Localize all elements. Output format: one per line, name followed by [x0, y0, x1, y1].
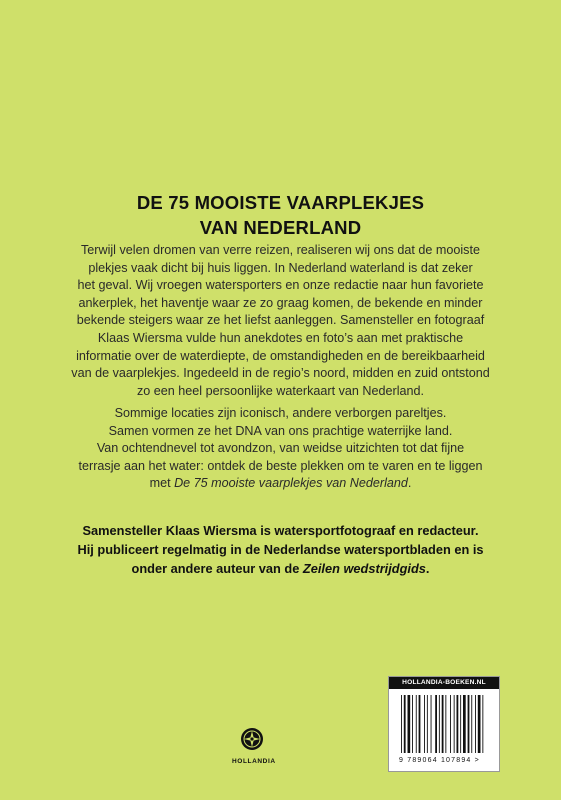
paragraph-line: bekende steigers waar ze het liefst aanleggen. Samensteller en fotograaf [76, 313, 485, 328]
paragraph-line: terrasje aan het water: ontdek de beste plekken om te varen en te liggen [78, 458, 483, 473]
title-line-1: DE 75 MOOISTE VAARPLEKJES [136, 192, 425, 213]
book-title-italic: De 75 mooiste vaarplekjes van Nederland [174, 476, 408, 491]
publisher-name: HOLLANDIA [232, 758, 276, 765]
title-line-2: VAN NEDERLAND [199, 217, 362, 238]
bio-line: Samensteller Klaas Wiersma is watersportfotograaf en redacteur. [82, 523, 479, 538]
paragraph-line: zo een heel persoonlijke waterkaart van Nederland. [136, 383, 425, 398]
paragraph-line: Klaas Wiersma vulde hun anekdotes en foto’s aan met praktische [97, 330, 464, 345]
paragraph-line: Sommige locaties zijn iconisch, andere verborgen pareltjes. [114, 406, 447, 420]
paragraph-line: Samen vormen ze het DNA van ons prachtige waterrijke land. [108, 423, 453, 438]
bio-line: Hij publiceert regelmatig in de Nederlandse watersportbladen en is [77, 542, 484, 557]
paragraph-line: van de vaarplekjes. Ingedeeld in de regio’s noord, midden en zuid ontstond [71, 366, 490, 381]
guide-title-italic: Zeilen wedstrijdgids [302, 561, 426, 576]
paragraph-line: Van ochtendnevel tot avondzon, van weidse uitzichten tot dat fijne [96, 441, 465, 456]
publisher-url: HOLLANDIA-BOEKEN.NL [389, 677, 499, 689]
compass-rose-icon [240, 727, 264, 751]
barcode-label [388, 676, 500, 772]
isbn-number: 9 789064 107894 > [399, 757, 480, 764]
paragraph-line: Terwijl velen dromen van verre reizen, realiseren wij ons dat de mooiste [81, 243, 480, 257]
last-line-prefix: met [149, 476, 175, 491]
paragraph-line: informatie over de waterdiepte, de omstandigheden en de bereikbaarheid [76, 348, 485, 363]
paragraph-line: ankerplek, het haventje waar ze zo graag komen, de bekende en minder [78, 295, 483, 310]
paragraph-line: plekjes vaak dicht bij huis liggen. In Nederland waterland is dat zeker [88, 260, 473, 275]
paragraph-last-line [60, 475, 501, 493]
bio-suffix: . [425, 561, 430, 576]
bio-last-line [40, 559, 521, 578]
description-paragraph-2 [60, 405, 501, 493]
book-title [0, 190, 561, 240]
paragraph-line: het geval. Wij vroegen watersporters en onze redactie naar hun favoriete [77, 278, 484, 293]
author-bio [40, 521, 521, 578]
description-paragraph-1 [60, 242, 501, 400]
last-line-suffix: . [407, 476, 412, 491]
barcode-icon [399, 695, 491, 755]
publisher-logo [232, 727, 276, 765]
bio-prefix: onder andere auteur van de [131, 561, 303, 576]
